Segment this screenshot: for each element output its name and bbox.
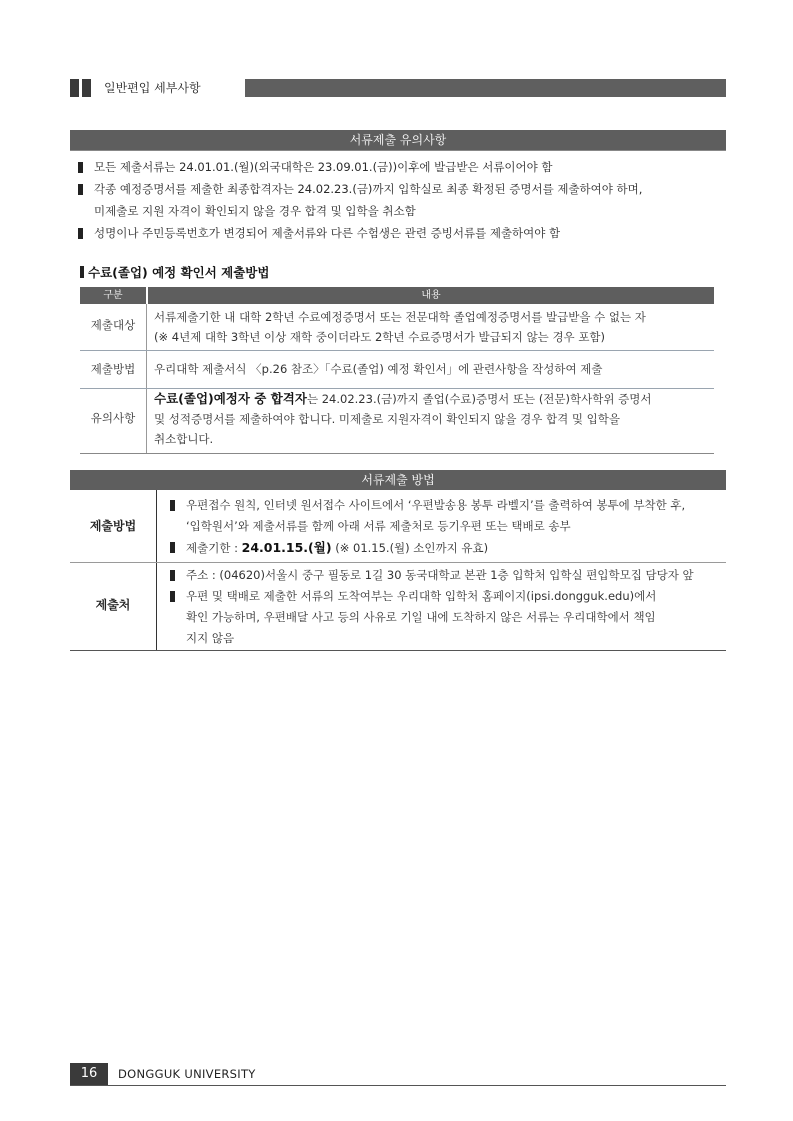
footer-rule	[70, 1085, 726, 1086]
bullet-icon	[78, 184, 83, 195]
header-block-mark	[82, 79, 91, 97]
row-label: 제출대상	[90, 318, 136, 332]
divider	[70, 150, 726, 151]
header-block-mark	[70, 79, 79, 97]
table-bottom-rule	[70, 650, 726, 651]
confirm-heading: 수료(졸업) 예정 확인서 제출방법	[80, 263, 269, 281]
bullet-icon	[78, 228, 83, 239]
header-rule	[245, 79, 726, 97]
row-label: 제출방법	[89, 519, 137, 533]
notice-title: 서류제출 유의사항	[70, 130, 726, 150]
notice-list	[78, 156, 728, 244]
square-bullet-icon	[80, 266, 84, 278]
footer-university: DONGGUK UNIVERSITY	[118, 1067, 256, 1081]
list-item: 각종 예정증명서를 제출한 최종합격자는 24.02.23.(금)까지 입학실로 최종 확정된 증명서를 제출하여야 하며, 미제출로 지원 자격이 확인되지 않을 경우 합격 및 입학을 취소함	[78, 178, 728, 222]
row-content: 수료(졸업)예정자 중 합격자는 24.02.23.(금)까지 졸업(수료)증명서 또는 (전문)학사학위 증명서 및 성적증명서를 제출하여야 합니다. 미제출로 지원자격이 확인되지 않을 경우 합격 및 입학을 취소합니다.	[154, 391, 652, 446]
table-row	[80, 304, 714, 350]
bullet-icon	[170, 500, 175, 511]
table-bottom-rule	[80, 453, 714, 454]
section-header	[70, 79, 726, 97]
row-content	[170, 495, 722, 559]
section-title: 일반편입 세부사항	[104, 81, 201, 95]
row-label: 유의사항	[90, 411, 136, 425]
page-number: 16	[70, 1063, 108, 1085]
bullet-icon	[170, 591, 175, 602]
row-divider	[70, 562, 726, 563]
table-row	[80, 350, 714, 388]
row-label: 제출처	[95, 598, 131, 612]
method-title: 서류제출 방법	[70, 470, 726, 490]
list-item: 성명이나 주민등록번호가 변경되어 제출서류와 다른 수험생은 관련 증빙서류를 제출하여야 함	[78, 222, 728, 244]
list-item: 우편접수 원칙, 인터넷 원서접수 사이트에서 ‘우편발송용 봉투 라벨지’를 출력하여 봉투에 부착한 후, ‘입학원서’와 제출서류를 함께 아래 서류 제출처로 등기우편 또는 택배로 송부	[170, 495, 722, 537]
emphasis-text: 수료(졸업)예정자 중 합격자	[154, 391, 307, 406]
deadline-date: 24.01.15.(월)	[241, 540, 332, 555]
bullet-icon	[170, 570, 175, 581]
list-item: 우편 및 택배로 제출한 서류의 도착여부는 우리대학 입학처 홈페이지(ipsi.dongguk.edu)에서 확인 가능하며, 우편배달 사고 등의 사유로 기일 내에 도착하지 않은 서류는 우리대학에서 책임 지지 않음	[170, 586, 722, 649]
row-content	[170, 565, 722, 649]
list-item: 제출기한 : 24.01.15.(월) (※ 01.15.(월) 소인까지 유효)	[170, 537, 722, 559]
bullet-icon	[78, 162, 83, 173]
table-row	[80, 388, 714, 453]
column-divider	[156, 490, 157, 650]
column-header: 내용	[421, 290, 441, 301]
row-content: 우리대학 제출서식 〈p.26 참조〉「수료(졸업) 예정 확인서」에 관련사항을 작성하여 제출	[154, 362, 603, 376]
column-header: 구분	[103, 290, 123, 301]
list-item: 모든 제출서류는 24.01.01.(월)(외국대학은 23.09.01.(금))이후에 발급받은 서류이어야 함	[78, 156, 728, 178]
bullet-icon	[170, 542, 175, 553]
list-item: 주소 : (04620)서울시 중구 필동로 1길 30 동국대학교 본관 1층 입학처 입학실 편입학모집 담당자 앞	[170, 565, 722, 586]
row-content: 서류제출기한 내 대학 2학년 수료예정증명서 또는 전문대학 졸업예정증명서를 발급받을 수 없는 자 (※ 4년제 대학 3학년 이상 재학 중이더라도 2학년 수료증명서가 발급되지 않는 경우 포함)	[154, 310, 646, 344]
row-label: 제출방법	[90, 362, 136, 376]
table-header	[80, 287, 714, 304]
